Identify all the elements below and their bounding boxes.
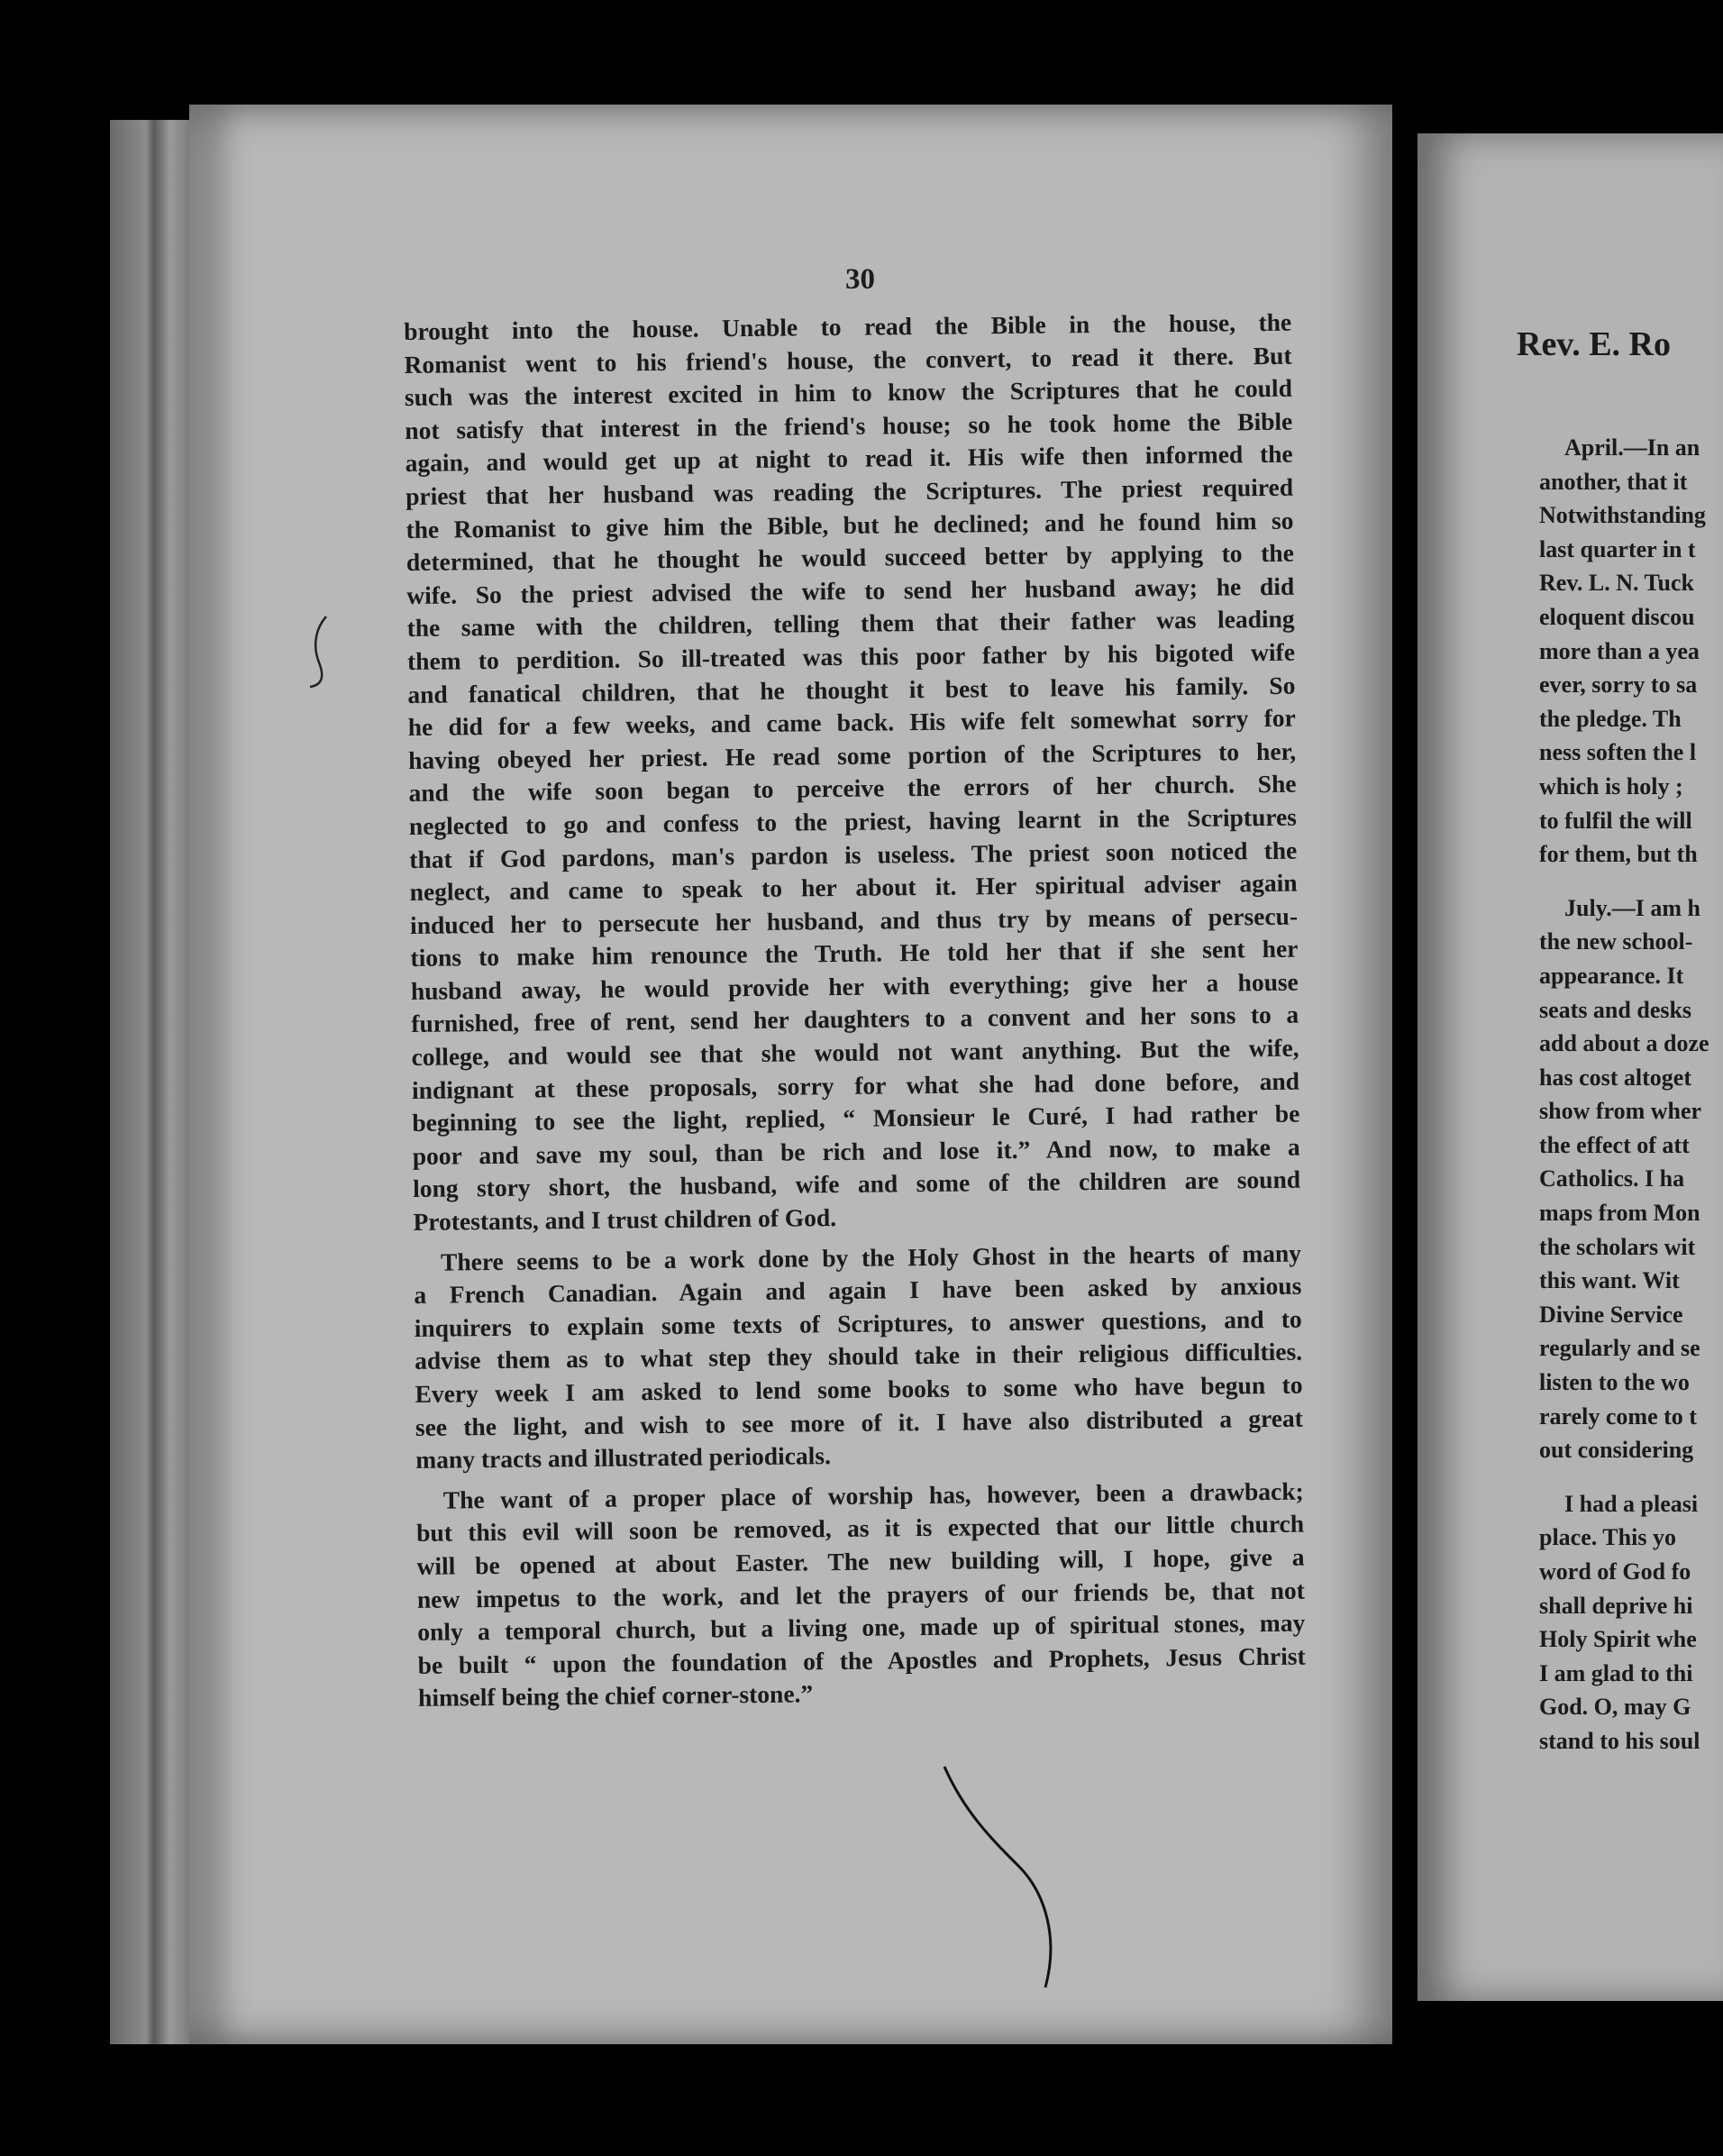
text-line: Romanist went to his friend's house, the convert, to read it there. But [404,341,1292,379]
right-page-line: the scholars wit [1539,1233,1696,1260]
right-page-line: stand to his soul [1539,1727,1700,1754]
right-page-line: Divine Service [1539,1301,1683,1328]
right-page-line: has cost altoget [1539,1064,1691,1091]
right-page-line: more than a yea [1539,637,1700,664]
text-line: husband away, he would provide her with everything; give her a house [410,967,1299,1005]
right-page-text [1539,431,1709,1759]
right-page-line: out considering [1539,1437,1694,1464]
text-line: priest that her husband was reading the Scriptures. The priest required [405,472,1294,510]
right-page-line: rarely come to t [1539,1402,1697,1430]
text-line: furnished, free of rent, send her daughters to a convent and her sons to a [411,1000,1299,1038]
body-text [404,306,1306,1722]
margin-pencil-mark [306,613,342,694]
text-line: again, and would get up at night to read it. His wife then informed the [405,440,1293,478]
right-page-line: listen to the wo [1539,1369,1690,1396]
text-line: that if God pardons, man's pardon is useless. The priest soon noticed the [409,836,1298,873]
text-line: such was the interest excited in him to know the Scriptures that he could [404,373,1293,412]
right-page-line: show from wher [1539,1098,1702,1125]
text-line: determined, that he thought he would succeed better by applying to the [406,538,1294,577]
right-page-line: add about a doze [1539,1030,1709,1057]
paragraph-2 [414,1237,1304,1476]
right-page-line: shall deprive hi [1539,1592,1693,1619]
right-page-line: to fulfil the will [1539,807,1692,834]
text-line: wife. So the priest advised the wife to send her husband away; he did [406,571,1295,609]
text-line: Every week I am asked to lend some books to some who have begun to [415,1370,1303,1408]
text-line: neglected to go and confess to the priest, having learnt in the Scriptures [408,802,1298,840]
text-line: There seems to be a work done by the Holy Ghost in the hearts of many [440,1238,1302,1276]
right-page-line: last quarter in t [1539,535,1696,562]
right-page-line: the effect of att [1539,1131,1690,1158]
right-page-line: which is holy ; [1539,772,1683,799]
right-page-line: appearance. It [1539,962,1684,989]
text-line: himself being the chief corner-stone.” [417,1679,814,1713]
right-page-line: another, that it [1539,468,1688,495]
right-page-line: the new school- [1539,928,1693,955]
text-line: many tracts and illustrated periodicals. [415,1441,832,1475]
right-page-line: regularly and se [1539,1335,1700,1362]
page-number: 30 [845,263,875,296]
text-line: not satisfy that interest in the friend's house; so he took home the Bible [405,407,1293,444]
right-page-heading: Rev. E. Ro [1517,325,1671,363]
right-page-line: Catholics. I ha [1539,1165,1685,1192]
text-line: will be opened at about Easter. The new building will, I hope, give a [416,1542,1305,1580]
right-page-line: maps from Mon [1539,1200,1700,1227]
text-line: he did for a few weeks, and came back. His wife felt somewhat sorry for [407,703,1296,742]
text-line: new impetus to the work, and let the prayers of our friends be, that not [416,1576,1306,1613]
text-line: be built “ upon the foundation of the Apostles and Prophets, Jesus Christ [417,1641,1306,1679]
text-line: indignant at these proposals, sorry for what she had done before, and [411,1066,1300,1104]
right-page-line: July.—I am h [1564,894,1700,921]
text-line: inquirers to explain some texts of Scriptures, to answer questions, and to [414,1304,1302,1342]
right-page-line: Notwithstanding [1539,502,1706,529]
text-line: tions to make him renounce the Truth. He told her that if she sent her [410,934,1299,973]
text-line: see the light, and wish to see more of it. I have also distributed a great [415,1403,1304,1441]
text-line: the same with the children, telling them that their father was leading [406,605,1295,643]
right-page-line: April.—In an [1564,434,1700,461]
paragraph-3 [416,1475,1307,1714]
text-line: advise them as to what step they should take in their religious difficulties. [414,1338,1303,1375]
right-page-line: seats and desks [1539,996,1692,1023]
text-line: neglect, and came to speak to her about it. Her spiritual adviser again [409,868,1298,907]
right-page-line: eloquent discou [1539,603,1695,630]
right-page-line: place. This yo [1539,1524,1676,1551]
text-line: college, and would see that she would not want anything. But the wife, [411,1033,1299,1072]
text-line: and the wife soon began to perceive the errors of her church. She [408,769,1297,808]
right-page-line: ness soften the l [1539,739,1697,766]
text-line: The want of a proper place of worship has, however, been a drawback; [442,1476,1304,1514]
right-page-line: Rev. L. N. Tuck [1539,570,1694,597]
text-line: long story short, the husband, wife and some of the children are sound [412,1165,1301,1203]
right-page-line: God. O, may G [1539,1694,1691,1721]
text-line: brought into the house. Unable to read the Bible in the house, the [404,307,1292,345]
paragraph-1 [404,306,1301,1239]
text-line: them to perdition. So ill-treated was this poor father by his bigoted wife [406,637,1296,675]
text-line: the Romanist to give him the Bible, but he declined; and he found him so [406,506,1294,544]
paragraph-gap [1539,1467,1709,1487]
right-page-line: ever, sorry to sa [1539,671,1698,699]
text-line: only a temporal church, but a living one, made up of spiritual stones, may [417,1608,1306,1647]
text-line: having obeyed her priest. He read some portion of the Scriptures to her, [408,736,1297,774]
right-page-line: for them, but th [1539,841,1698,868]
text-line: and fanatical children, that he thought it best to leave his family. So [407,671,1296,708]
bottom-pencil-mark [937,1758,1099,1992]
text-line: induced her to persecute her husband, and thus try by means of persecu- [409,901,1299,939]
right-page-line: the pledge. Th [1539,705,1682,732]
right-page-line: I am glad to thi [1539,1659,1693,1686]
paragraph-gap [1539,872,1709,891]
text-line: poor and save my soul, than be rich and lose it.” And now, to make a [412,1132,1300,1170]
right-page [1418,133,1723,2001]
text-line: Protestants, and I trust children of God. [413,1203,837,1236]
text-line: but this evil will soon be removed, as it is expected that our little church [415,1509,1305,1548]
right-page-line: word of God fo [1539,1558,1691,1585]
right-page-line: this want. Wit [1539,1267,1680,1294]
text-line: beginning to see the light, replied, “ Monsieur le Curé, I had rather be [412,1099,1300,1137]
right-page-line: Holy Spirit whe [1539,1626,1697,1653]
right-page-line: I had a pleasi [1564,1490,1699,1517]
text-line: a French Canadian. Again and again I have been asked by anxious [414,1271,1302,1310]
